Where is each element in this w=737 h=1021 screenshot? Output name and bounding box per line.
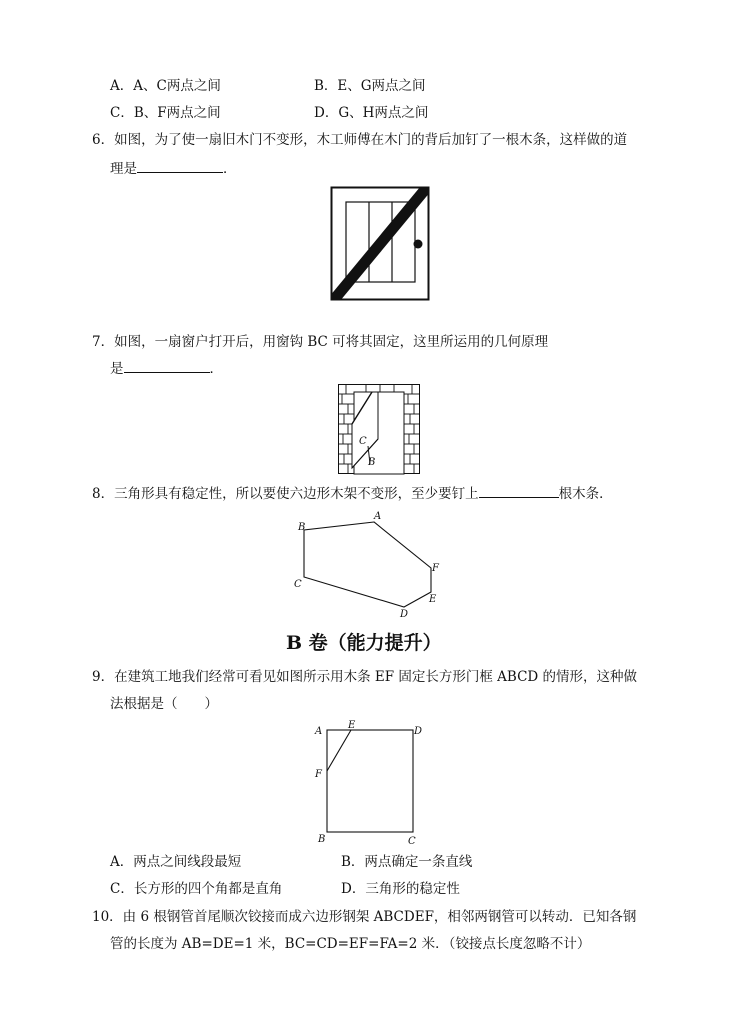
q9-option-d: D．三角形的稳定性 — [341, 881, 460, 897]
rectangle-abcd — [327, 730, 413, 832]
q6-text-line1: 6．如图，为了使一扇旧木门不变形，木工师傅在木门的背后加钉了一根木条，这样做的道 — [92, 132, 628, 148]
q6-text-line2 — [110, 160, 237, 178]
hexagon-shape — [304, 522, 431, 607]
q9-option-b: B．两点确定一条直线 — [341, 854, 473, 870]
q8-suffix: 根木条． — [558, 486, 613, 502]
q5-option-c: C．B、F两点之间 — [110, 105, 221, 121]
q8-text — [92, 485, 613, 503]
door-knob — [414, 240, 423, 249]
q9-text-line2: 法根据是（ ） — [110, 696, 218, 712]
q6-answer-blank[interactable] — [137, 160, 223, 173]
section-b-heading: B 卷（能力提升） — [286, 632, 442, 654]
q9-label-e: E — [348, 720, 356, 731]
q6-prefix: 理是 — [110, 161, 137, 177]
door-figure — [330, 186, 430, 302]
q8-label-a: A — [374, 511, 382, 522]
q9-label-b: B — [318, 834, 326, 845]
q5-option-b: B．E、G两点之间 — [314, 78, 426, 94]
q9-option-a: A．两点之间线段最短 — [110, 854, 242, 870]
q7-prefix: 是 — [110, 361, 124, 377]
q8-answer-blank[interactable] — [479, 485, 559, 498]
q9-label-c: C — [408, 836, 416, 847]
q9-text-line1: 9．在建筑工地我们经常可看见如图所示用木条 EF 固定长方形门框 ABCD 的情形，这种做 — [92, 669, 638, 685]
q5-option-d: D．G、H两点之间 — [314, 105, 429, 121]
door-frame-figure — [310, 720, 430, 848]
q8-label-e: E — [429, 594, 437, 605]
q5-option-a: A．A、C两点之间 — [110, 78, 221, 94]
q9-option-c: C．长方形的四个角都是直角 — [110, 881, 283, 897]
q7-text-line1: 7．如图，一扇窗户打开后，用窗钩 BC 可将其固定，这里所运用的几何原理 — [92, 334, 549, 350]
q8-label-f: F — [432, 563, 439, 574]
window-figure — [338, 384, 420, 474]
q10-text-line2: 管的长度为 AB=DE=1 米，BC=CD=EF=FA=2 米．（铰接点长度忽略不计） — [110, 936, 591, 952]
q7-text-line2 — [110, 360, 223, 378]
q9-label-f: F — [315, 769, 322, 780]
q9-label-d: D — [414, 726, 423, 737]
q8-prefix: 8．三角形具有稳定性，所以要使六边形木架不变形，至少要钉上 — [92, 486, 479, 502]
q7-suffix: ． — [209, 361, 223, 377]
q8-label-d: D — [400, 609, 409, 620]
segment-ef — [327, 730, 351, 771]
q10-text-line1: 10．由 6 根钢管首尾顺次铰接而成六边形钢架 ABCDEF，相邻两钢管可以转动．已知各钢 — [92, 909, 637, 925]
q6-suffix: ． — [223, 161, 237, 177]
q8-label-b: B — [298, 522, 306, 533]
q7-label-b: B — [368, 457, 376, 468]
q7-label-c: C — [359, 436, 367, 447]
hexagon-figure — [290, 508, 450, 620]
q8-label-c: C — [294, 579, 302, 590]
q7-answer-blank[interactable] — [124, 360, 210, 373]
q9-label-a: A — [315, 726, 323, 737]
